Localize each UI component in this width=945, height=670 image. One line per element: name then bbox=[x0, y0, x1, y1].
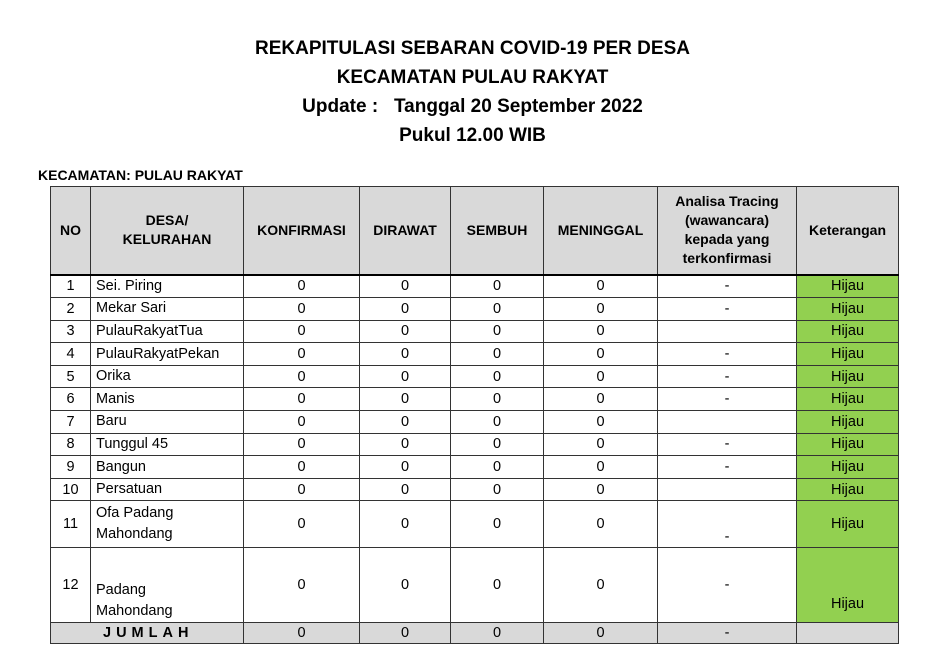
row-keterangan: Hijau bbox=[797, 298, 899, 321]
row-keterangan: Hijau bbox=[797, 388, 899, 411]
header-desa-line2: KELURAHAN bbox=[122, 231, 212, 248]
row-no: 9 bbox=[51, 456, 91, 479]
row-no: 6 bbox=[51, 388, 91, 411]
row-konfirmasi: 0 bbox=[244, 411, 360, 434]
total-meninggal: 0 bbox=[544, 623, 658, 644]
row-keterangan: Hijau bbox=[797, 433, 899, 456]
row-analisa bbox=[658, 411, 797, 434]
row-sembuh: 0 bbox=[451, 433, 544, 456]
row-dirawat: 0 bbox=[360, 456, 451, 479]
row-analisa: - bbox=[658, 456, 797, 479]
row-dirawat: 0 bbox=[360, 298, 451, 321]
row-konfirmasi: 0 bbox=[244, 275, 360, 298]
row-keterangan: Hijau bbox=[797, 478, 899, 501]
total-dirawat: 0 bbox=[360, 623, 451, 644]
row-meninggal: 0 bbox=[544, 456, 658, 479]
row-dirawat: 0 bbox=[360, 365, 451, 388]
table-row bbox=[51, 433, 899, 456]
header-dirawat: DIRAWAT bbox=[360, 187, 451, 275]
row-analisa: - bbox=[658, 275, 797, 298]
row-sembuh: 0 bbox=[451, 365, 544, 388]
row-desa: PulauRakyatPekan bbox=[91, 343, 244, 366]
row-keterangan: Hijau bbox=[797, 548, 899, 623]
row-analisa: - bbox=[658, 501, 797, 548]
row-sembuh: 0 bbox=[451, 501, 544, 548]
row-desa: Bangun bbox=[91, 456, 244, 479]
row-desa: Tunggul 45 bbox=[91, 433, 244, 456]
row-dirawat: 0 bbox=[360, 275, 451, 298]
row-meninggal: 0 bbox=[544, 320, 658, 343]
section-label: KECAMATAN: PULAU RAKYAT bbox=[38, 167, 243, 183]
row-analisa: - bbox=[658, 298, 797, 321]
table-row bbox=[51, 388, 899, 411]
row-no: 11 bbox=[51, 501, 91, 548]
row-meninggal: 0 bbox=[544, 548, 658, 623]
row-keterangan: Hijau bbox=[797, 275, 899, 298]
report-subtitle: KECAMATAN PULAU RAKYAT bbox=[336, 67, 609, 88]
row-analisa: - bbox=[658, 365, 797, 388]
row-sembuh: 0 bbox=[451, 456, 544, 479]
row-sembuh: 0 bbox=[451, 298, 544, 321]
header-meninggal: MENINGGAL bbox=[544, 187, 658, 275]
row-meninggal: 0 bbox=[544, 411, 658, 434]
header-desa bbox=[91, 187, 244, 275]
total-sembuh: 0 bbox=[451, 623, 544, 644]
total-konfirmasi: 0 bbox=[244, 623, 360, 644]
row-no: 12 bbox=[51, 548, 91, 623]
row-sembuh: 0 bbox=[451, 343, 544, 366]
row-desa-line2: Mahondang bbox=[96, 526, 173, 543]
row-meninggal: 0 bbox=[544, 478, 658, 501]
row-keterangan: Hijau bbox=[797, 456, 899, 479]
row-desa: PulauRakyatTua bbox=[91, 320, 244, 343]
table-row bbox=[51, 456, 899, 479]
header-analisa-line2: (wawancara) bbox=[684, 212, 770, 229]
table-row bbox=[51, 275, 899, 298]
row-dirawat: 0 bbox=[360, 388, 451, 411]
total-row bbox=[51, 623, 899, 644]
row-konfirmasi: 0 bbox=[244, 501, 360, 548]
row-konfirmasi: 0 bbox=[244, 343, 360, 366]
row-dirawat: 0 bbox=[360, 433, 451, 456]
table-row bbox=[51, 501, 899, 548]
header-analisa-line4: terkonfirmasi bbox=[682, 250, 772, 267]
row-sembuh: 0 bbox=[451, 388, 544, 411]
row-no: 4 bbox=[51, 343, 91, 366]
table-row bbox=[51, 365, 899, 388]
update-time: Pukul 12.00 WIB bbox=[399, 125, 546, 146]
table-row bbox=[51, 298, 899, 321]
row-konfirmasi: 0 bbox=[244, 298, 360, 321]
header-analisa-line3: kepada yang bbox=[684, 231, 770, 248]
header-sembuh: SEMBUH bbox=[451, 187, 544, 275]
row-no: 7 bbox=[51, 411, 91, 434]
row-konfirmasi: 0 bbox=[244, 456, 360, 479]
row-dirawat: 0 bbox=[360, 411, 451, 434]
row-sembuh: 0 bbox=[451, 411, 544, 434]
row-desa bbox=[91, 501, 244, 548]
report-title-block bbox=[0, 34, 945, 150]
row-keterangan: Hijau bbox=[797, 501, 899, 548]
row-meninggal: 0 bbox=[544, 298, 658, 321]
total-label: JUMLAH bbox=[51, 623, 244, 644]
row-meninggal: 0 bbox=[544, 433, 658, 456]
covid-recap-table bbox=[50, 186, 899, 644]
row-no: 8 bbox=[51, 433, 91, 456]
row-desa: Orika bbox=[91, 365, 244, 388]
row-keterangan: Hijau bbox=[797, 411, 899, 434]
table-row bbox=[51, 320, 899, 343]
row-analisa: - bbox=[658, 433, 797, 456]
row-desa: Baru bbox=[91, 411, 244, 434]
table-row bbox=[51, 411, 899, 434]
row-no: 5 bbox=[51, 365, 91, 388]
row-desa: Sei. Piring bbox=[91, 275, 244, 298]
row-analisa: - bbox=[658, 343, 797, 366]
row-dirawat: 0 bbox=[360, 320, 451, 343]
row-dirawat: 0 bbox=[360, 548, 451, 623]
row-meninggal: 0 bbox=[544, 365, 658, 388]
row-meninggal: 0 bbox=[544, 388, 658, 411]
row-desa-line1: Padang bbox=[96, 582, 146, 599]
row-meninggal: 0 bbox=[544, 343, 658, 366]
row-keterangan: Hijau bbox=[797, 365, 899, 388]
table-row bbox=[51, 478, 899, 501]
table-row bbox=[51, 343, 899, 366]
row-meninggal: 0 bbox=[544, 275, 658, 298]
report-title: REKAPITULASI SEBARAN COVID-19 PER DESA bbox=[255, 38, 690, 59]
total-analisa: - bbox=[658, 623, 797, 644]
row-analisa: - bbox=[658, 548, 797, 623]
row-no: 2 bbox=[51, 298, 91, 321]
header-desa-line1: DESA/ bbox=[145, 212, 189, 229]
row-sembuh: 0 bbox=[451, 320, 544, 343]
table-row bbox=[51, 548, 899, 623]
row-analisa bbox=[658, 478, 797, 501]
row-konfirmasi: 0 bbox=[244, 548, 360, 623]
row-no: 1 bbox=[51, 275, 91, 298]
update-date: Update : Tanggal 20 September 2022 bbox=[302, 96, 643, 117]
table-header-row bbox=[51, 187, 899, 275]
row-konfirmasi: 0 bbox=[244, 365, 360, 388]
header-keterangan: Keterangan bbox=[797, 187, 899, 275]
row-dirawat: 0 bbox=[360, 343, 451, 366]
header-no: NO bbox=[51, 187, 91, 275]
row-sembuh: 0 bbox=[451, 548, 544, 623]
row-no: 3 bbox=[51, 320, 91, 343]
row-dirawat: 0 bbox=[360, 501, 451, 548]
header-analisa-tracing bbox=[658, 187, 797, 275]
row-analisa: - bbox=[658, 388, 797, 411]
row-analisa bbox=[658, 320, 797, 343]
row-desa-line1: Ofa Padang bbox=[96, 505, 174, 522]
row-sembuh: 0 bbox=[451, 275, 544, 298]
row-desa: Persatuan bbox=[91, 478, 244, 501]
row-keterangan: Hijau bbox=[797, 343, 899, 366]
row-konfirmasi: 0 bbox=[244, 433, 360, 456]
header-konfirmasi: KONFIRMASI bbox=[244, 187, 360, 275]
row-konfirmasi: 0 bbox=[244, 320, 360, 343]
row-sembuh: 0 bbox=[451, 478, 544, 501]
row-no: 10 bbox=[51, 478, 91, 501]
header-analisa-line1: Analisa Tracing bbox=[675, 193, 779, 210]
row-dirawat: 0 bbox=[360, 478, 451, 501]
row-desa bbox=[91, 548, 244, 623]
row-keterangan: Hijau bbox=[797, 320, 899, 343]
row-desa: Mekar Sari bbox=[91, 298, 244, 321]
row-desa-line2: Mahondang bbox=[96, 603, 173, 620]
row-konfirmasi: 0 bbox=[244, 388, 360, 411]
total-keterangan bbox=[797, 623, 899, 644]
row-meninggal: 0 bbox=[544, 501, 658, 548]
row-konfirmasi: 0 bbox=[244, 478, 360, 501]
row-desa: Manis bbox=[91, 388, 244, 411]
